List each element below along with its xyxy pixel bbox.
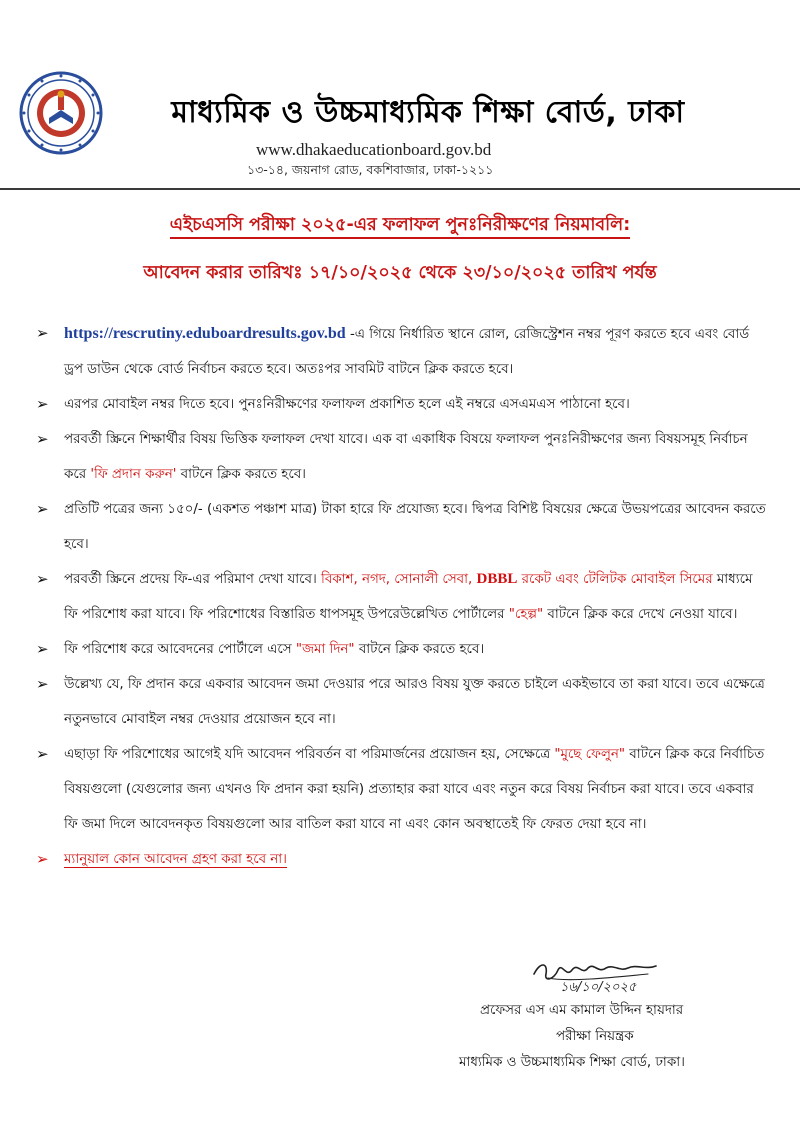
signatory-board: মাধ্যমিক ও উচ্চমাধ্যমিক শিক্ষা বোর্ড, ঢাকা। xyxy=(459,1055,685,1070)
bullet-arrow-icon: ➢ xyxy=(36,395,49,413)
payment-methods-c: রকেট এবং টেলিটক মোবাইল সিমের xyxy=(517,572,713,587)
bullet-arrow-icon: ➢ xyxy=(36,640,49,658)
payment-methods-dbbl: DBBL xyxy=(476,571,518,587)
rule-8-text-a: এছাড়া ফি পরিশোধের আগেই যদি আবেদন পরিবর্তন বা পরিমার্জনের প্রয়োজন হয়, সেক্ষেত্রে xyxy=(64,747,555,762)
rule-3-text-a: পরবর্তী স্ক্রিনে শিক্ষার্থীর বিষয় ভিত্তিক ফলাফল দেখা যাবে। এক বা একাধিক বিষয়ে ফলাফল পুনঃনিরীক্ষণের জন্য বিষয়সমূহ নির্বাচন করে xyxy=(64,432,748,482)
board-website: www.dhakaeducationboard.gov.bd xyxy=(256,140,492,159)
rule-item-5 xyxy=(34,562,770,632)
board-address: ১৩-১৪, জয়নাগ রোড, বকশিবাজার, ঢাকা-১২১১ xyxy=(247,162,494,177)
delete-button-name: "মুছে ফেলুন" xyxy=(554,747,626,762)
rule-1-text: -এ গিয়ে নির্ধারিত স্থানে রোল, রেজিস্ট্রেশন নম্বর পূরণ করতে হবে এবং বোর্ড ড্রপ ডাউন থেকে বোর্ড নির্বাচন করতে হবে। অতঃপর সাবমিট বাটনে ক্লিক করতে হবে। xyxy=(64,327,750,377)
rule-item-9 xyxy=(34,842,770,877)
bullet-arrow-icon: ➢ xyxy=(36,500,49,518)
pay-fee-button-name: 'ফি প্রদান করুন' xyxy=(90,467,177,482)
submit-button-name: "জমা দিন" xyxy=(295,642,355,657)
payment-methods-a: বিকাশ, নগদ, সোনালী সেবা, xyxy=(321,572,477,587)
rule-5-text-b: মাধ্যমে ফি পরিশোধ করা যাবে। ফি পরিশোধের বিস্তারিত ধাপসমূহ উপরেউল্লেখিত পোর্টালের xyxy=(64,572,753,622)
signatory-role: পরীক্ষা নিয়ন্ত্রক xyxy=(556,1029,634,1044)
bullet-arrow-icon: ➢ xyxy=(36,430,49,448)
rule-3-text-b: বাটনে ক্লিক করতে হবে। xyxy=(176,467,306,482)
application-date-line: আবেদন করার তারিখঃ ১৭/১০/২০২৫ থেকে ২৩/১০/২০২৫ তারিখ পর্যন্ত xyxy=(143,263,657,283)
rule-item-7 xyxy=(34,667,770,737)
board-name-heading: মাধ্যমিক ও উচ্চমাধ্যমিক শিক্ষা বোর্ড, ঢাকা xyxy=(171,95,685,130)
rule-5-text-a: পরবর্তী স্ক্রিনে প্রদেয় ফি-এর পরিমাণ দেখা যাবে। xyxy=(64,572,322,587)
rule-4-text: প্রতিটি পত্রের জন্য ১৫০/- (একশত পঞ্চাশ মাত্র) টাকা হারে ফি প্রযোজ্য হবে। দ্বিপত্র বিশিষ্ট বিষয়ের ক্ষেত্রে উভয়পত্রের আবেদন করতে হবে। xyxy=(64,502,766,552)
help-button-name: "হেল্প" xyxy=(508,607,544,622)
bullet-arrow-icon: ➢ xyxy=(36,324,49,342)
signature-date: ১৬/১০/২০২৫ xyxy=(560,980,637,995)
rule-item-1 xyxy=(34,316,770,387)
bullet-arrow-icon: ➢ xyxy=(36,570,49,588)
bullet-arrow-icon: ➢ xyxy=(36,675,49,693)
rule-5-text-c: বাটনে ক্লিক করে দেখে নেওয়া যাবে। xyxy=(543,607,738,622)
rules-list xyxy=(34,316,770,877)
rule-2-text: এরপর মোবাইল নম্বর দিতে হবে। পুনঃনিরীক্ষণের ফলাফল প্রকাশিত হলে এই নম্বরে এসএমএস পাঠানো হবে। xyxy=(64,397,630,412)
header-divider xyxy=(0,188,800,190)
rule-6-text-a: ফি পরিশোধ করে আবেদনের পোর্টালে এসে xyxy=(64,642,296,657)
notice-title xyxy=(0,212,800,241)
notice-title-text: এইচএসসি পরীক্ষা ২০২৫-এর ফলাফল পুনঃনিরীক্ষণের নিয়মাবলি: xyxy=(170,215,630,239)
rule-item-3 xyxy=(34,422,770,492)
bullet-arrow-icon: ➢ xyxy=(36,850,49,868)
rule-item-4 xyxy=(34,492,770,562)
rule-item-2 xyxy=(34,387,770,422)
rule-9-text: ম্যানুয়াল কোন আবেদন গ্রহণ করা হবে না। xyxy=(64,852,287,867)
rule-7-text: উল্লেখ্য যে, ফি প্রদান করে একবার আবেদন জমা দেওয়ার পরে আরও বিষয় যুক্ত করতে চাইলে একইভাবে তা করা যাবে। তবে এক্ষেত্রে নতুনভাবে মোবাইল নম্বর দেওয়ার প্রয়োজন হবে না। xyxy=(64,677,765,727)
rule-item-8 xyxy=(34,737,770,842)
rescrutiny-portal-link[interactable]: https://rescrutiny.eduboardresults.gov.bd xyxy=(64,325,346,342)
signatory-name: প্রফেসর এস এম কামাল উদ্দিন হায়দার xyxy=(480,1003,684,1018)
rule-8-text-b: বাটনে ক্লিক করে নির্বাচিত বিষয়গুলো (যেগুলোর জন্য এখনও ফি প্রদান করা হয়নি) প্রত্যাহার করা যাবে এবং নতুন করে বিষয় নির্বাচন করা যাবে। তবে একবার ফি জমা দিলে আবেদনকৃত বিষয়গুলো আর বাতিল করা যাবে না এবং কোন অবস্থাতেই ফি ফেরত দেয়া হবে না। xyxy=(64,747,765,832)
rule-6-text-b: বাটনে ক্লিক করতে হবে। xyxy=(354,642,485,657)
rule-item-6 xyxy=(34,632,770,667)
bullet-arrow-icon: ➢ xyxy=(36,745,49,763)
